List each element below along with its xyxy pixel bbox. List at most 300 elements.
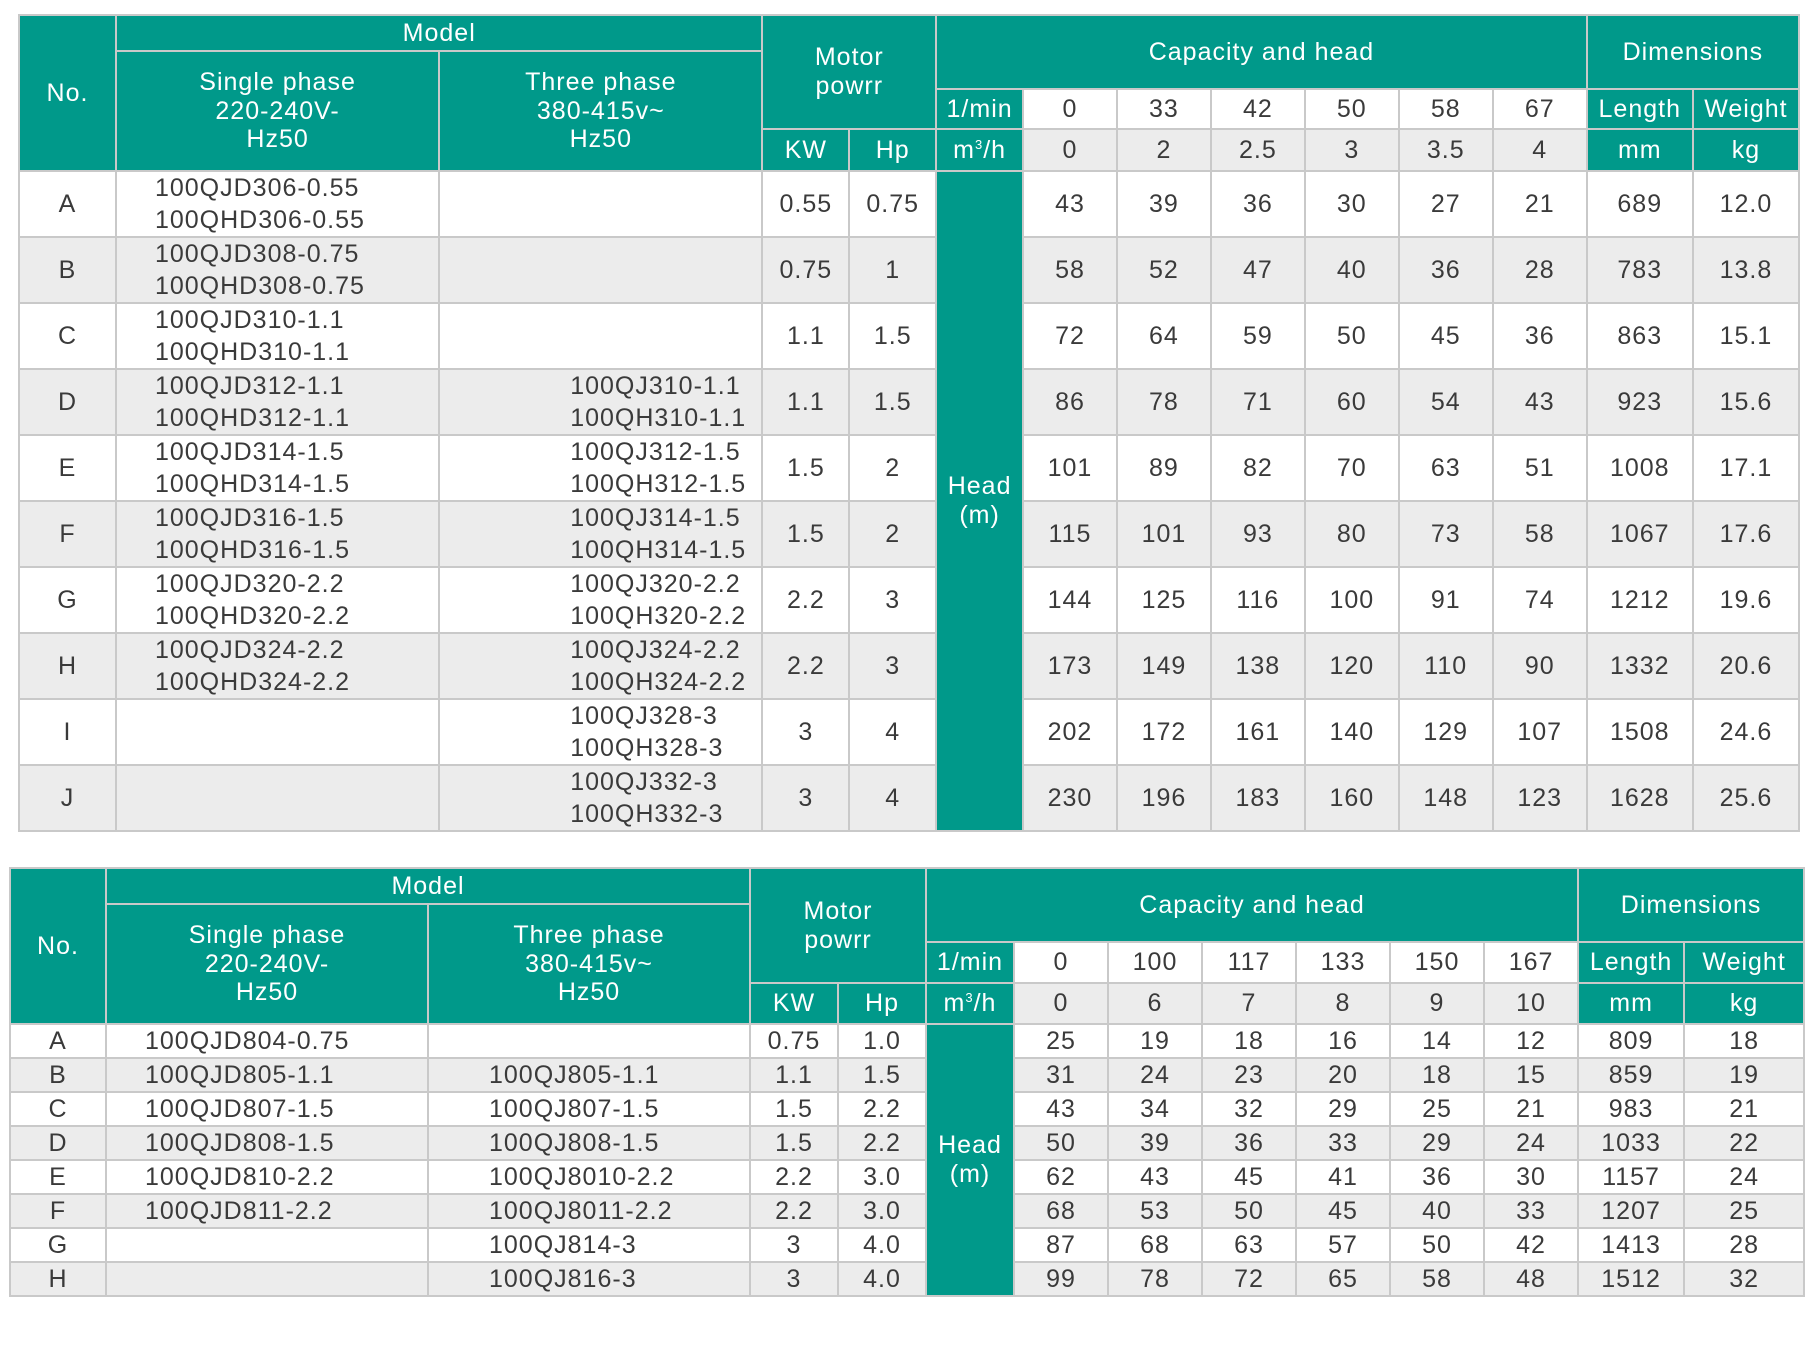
head-value: 16 <box>1296 1024 1390 1058</box>
weight-kg: 32 <box>1684 1262 1804 1296</box>
head-value: 12 <box>1484 1024 1578 1058</box>
three-phase-model <box>439 171 762 237</box>
table-row <box>19 567 1799 633</box>
head-unit-label: Head (m) <box>936 171 1023 831</box>
head-value: 33 <box>1484 1194 1578 1228</box>
flow-m3h-2: 2.5 <box>1211 129 1305 171</box>
row-no: E <box>10 1160 106 1194</box>
motor-hp: 4.0 <box>838 1262 926 1296</box>
motor-hp: 1.5 <box>849 369 936 435</box>
model-code: 100QJ328-3 <box>570 702 718 730</box>
flow-lmin-2: 117 <box>1202 942 1296 983</box>
head-value: 160 <box>1305 765 1399 831</box>
length-mm: 689 <box>1587 171 1693 237</box>
row-no: I <box>19 699 116 765</box>
single-phase-model <box>116 303 439 369</box>
weight-kg: 12.0 <box>1693 171 1799 237</box>
flow-m3h-5: 4 <box>1493 129 1587 171</box>
three-phase-model: 100QJ805-1.1 <box>428 1058 750 1092</box>
head-value: 14 <box>1390 1024 1484 1058</box>
motor-hp: 4 <box>849 699 936 765</box>
motor-kw: 1.5 <box>750 1126 838 1160</box>
head-value: 36 <box>1493 303 1587 369</box>
row-no: H <box>10 1262 106 1296</box>
weight-kg: 24 <box>1684 1160 1804 1194</box>
head-value: 50 <box>1014 1126 1108 1160</box>
single-phase-model: 100QJD811-2.2 <box>106 1194 428 1228</box>
model-code: 100QHD316-1.5 <box>154 536 351 564</box>
weight-kg: 15.1 <box>1693 303 1799 369</box>
length-mm: 783 <box>1587 237 1693 303</box>
row-no: B <box>10 1058 106 1092</box>
flow-lmin-5: 67 <box>1493 89 1587 129</box>
header-no: No. <box>19 15 116 171</box>
motor-hp: 0.75 <box>849 171 936 237</box>
head-value: 32 <box>1202 1092 1296 1126</box>
header-single-phase: Single phase 220-240V- Hz50 <box>116 51 439 171</box>
flow-m3h-3: 3 <box>1305 129 1399 171</box>
head-value: 74 <box>1493 567 1587 633</box>
header-mm: mm <box>1587 129 1693 171</box>
row-no: F <box>19 501 116 567</box>
header-length: Length <box>1587 89 1693 129</box>
weight-kg: 18 <box>1684 1024 1804 1058</box>
weight-kg: 22 <box>1684 1126 1804 1160</box>
header-kw: KW <box>750 983 838 1024</box>
weight-kg: 19 <box>1684 1058 1804 1092</box>
model-code: 100QHD308-0.75 <box>154 272 365 300</box>
motor-hp: 4 <box>849 765 936 831</box>
flow-m3h-2: 7 <box>1202 983 1296 1024</box>
head-value: 45 <box>1202 1160 1296 1194</box>
head-value: 36 <box>1211 171 1305 237</box>
table-row <box>10 1058 1804 1092</box>
row-no: D <box>10 1126 106 1160</box>
motor-hp: 3 <box>849 567 936 633</box>
header-three-phase: Three phase 380-415v~ Hz50 <box>428 904 750 1024</box>
header-weight: Weight <box>1693 89 1799 129</box>
header-kw: KW <box>762 129 849 171</box>
head-value: 48 <box>1484 1262 1578 1296</box>
table-row <box>10 1160 1804 1194</box>
single-phase-model: 100QJD808-1.5 <box>106 1126 428 1160</box>
flow-lmin-5: 167 <box>1484 942 1578 983</box>
head-value: 80 <box>1305 501 1399 567</box>
header-capacity-head: Capacity and head <box>926 868 1578 942</box>
three-phase-model <box>439 303 762 369</box>
length-mm: 1413 <box>1578 1228 1684 1262</box>
head-value: 89 <box>1117 435 1211 501</box>
motor-kw: 0.75 <box>750 1024 838 1058</box>
head-value: 29 <box>1296 1092 1390 1126</box>
head-value: 90 <box>1493 633 1587 699</box>
header-motor-power: Motor powrr <box>750 868 926 983</box>
head-value: 43 <box>1023 171 1117 237</box>
row-no: E <box>19 435 116 501</box>
motor-hp: 1.0 <box>838 1024 926 1058</box>
head-value: 196 <box>1117 765 1211 831</box>
single-phase-model: 100QJD805-1.1 <box>106 1058 428 1092</box>
three-phase-model <box>439 237 762 303</box>
head-value: 30 <box>1305 171 1399 237</box>
motor-kw: 1.1 <box>750 1058 838 1092</box>
motor-hp: 3 <box>849 633 936 699</box>
head-value: 54 <box>1399 369 1493 435</box>
head-unit-label: Head (m) <box>926 1024 1014 1296</box>
head-value: 21 <box>1484 1092 1578 1126</box>
head-value: 27 <box>1399 171 1493 237</box>
motor-hp: 1 <box>849 237 936 303</box>
model-code: 100QH310-1.1 <box>570 404 747 432</box>
head-value: 30 <box>1484 1160 1578 1194</box>
header-hp: Hp <box>838 983 926 1024</box>
head-value: 78 <box>1117 369 1211 435</box>
head-value: 50 <box>1202 1194 1296 1228</box>
head-value: 125 <box>1117 567 1211 633</box>
three-phase-model: 100QJ816-3 <box>428 1262 750 1296</box>
head-value: 86 <box>1023 369 1117 435</box>
motor-kw: 2.2 <box>762 633 849 699</box>
model-code: 100QJ332-3 <box>570 768 718 796</box>
length-mm: 1332 <box>1587 633 1693 699</box>
length-mm: 1628 <box>1587 765 1693 831</box>
length-mm: 863 <box>1587 303 1693 369</box>
three-phase-model <box>439 699 762 765</box>
head-value: 58 <box>1493 501 1587 567</box>
weight-kg: 15.6 <box>1693 369 1799 435</box>
motor-kw: 1.1 <box>762 303 849 369</box>
row-no: D <box>19 369 116 435</box>
single-phase-model <box>106 1228 428 1262</box>
head-value: 149 <box>1117 633 1211 699</box>
head-value: 161 <box>1211 699 1305 765</box>
head-value: 63 <box>1399 435 1493 501</box>
motor-kw: 1.5 <box>762 435 849 501</box>
head-value: 40 <box>1390 1194 1484 1228</box>
head-value: 78 <box>1108 1262 1202 1296</box>
weight-kg: 21 <box>1684 1092 1804 1126</box>
head-value: 33 <box>1296 1126 1390 1160</box>
table-row <box>19 633 1799 699</box>
header-lmin: 1/min <box>926 942 1014 983</box>
header-dimensions: Dimensions <box>1578 868 1804 942</box>
head-value: 31 <box>1014 1058 1108 1092</box>
weight-kg: 13.8 <box>1693 237 1799 303</box>
header-dimensions: Dimensions <box>1587 15 1799 89</box>
single-phase-model <box>116 171 439 237</box>
model-code: 100QJD308-0.75 <box>154 240 360 268</box>
head-value: 42 <box>1484 1228 1578 1262</box>
flow-lmin-1: 100 <box>1108 942 1202 983</box>
header-weight: Weight <box>1684 942 1804 983</box>
three-phase-model <box>439 633 762 699</box>
head-value: 82 <box>1211 435 1305 501</box>
model-code: 100QJD306-0.55 <box>154 174 360 202</box>
model-code: 100QJ312-1.5 <box>570 438 741 466</box>
flow-lmin-4: 150 <box>1390 942 1484 983</box>
flow-m3h-0: 0 <box>1014 983 1108 1024</box>
head-value: 68 <box>1108 1228 1202 1262</box>
single-phase-model: 100QJD804-0.75 <box>106 1024 428 1058</box>
head-value: 23 <box>1202 1058 1296 1092</box>
weight-kg: 17.1 <box>1693 435 1799 501</box>
motor-hp: 2 <box>849 501 936 567</box>
head-value: 36 <box>1399 237 1493 303</box>
table-row <box>19 765 1799 831</box>
three-phase-model <box>439 765 762 831</box>
single-phase-model <box>116 699 439 765</box>
three-phase-model: 100QJ8011-2.2 <box>428 1194 750 1228</box>
head-value: 50 <box>1390 1228 1484 1262</box>
single-phase-model <box>116 369 439 435</box>
weight-kg: 25 <box>1684 1194 1804 1228</box>
head-value: 71 <box>1211 369 1305 435</box>
header-m3h: $m^3/h$ <box>936 129 1023 171</box>
flow-lmin-0: 0 <box>1023 89 1117 129</box>
flow-lmin-4: 58 <box>1399 89 1493 129</box>
head-value: 18 <box>1202 1024 1296 1058</box>
single-phase-model <box>116 633 439 699</box>
model-code: 100QHD320-2.2 <box>154 602 351 630</box>
table-row <box>10 1092 1804 1126</box>
motor-kw: 0.55 <box>762 171 849 237</box>
weight-kg: 19.6 <box>1693 567 1799 633</box>
header-model: Model <box>116 15 762 51</box>
head-value: 59 <box>1211 303 1305 369</box>
motor-kw: 3 <box>762 765 849 831</box>
head-value: 34 <box>1108 1092 1202 1126</box>
table-row <box>19 435 1799 501</box>
head-value: 140 <box>1305 699 1399 765</box>
model-code: 100QJD320-2.2 <box>154 570 345 598</box>
flow-m3h-1: 6 <box>1108 983 1202 1024</box>
flow-m3h-0: 0 <box>1023 129 1117 171</box>
single-phase-model <box>116 237 439 303</box>
head-value: 70 <box>1305 435 1399 501</box>
motor-kw: 0.75 <box>762 237 849 303</box>
head-value: 129 <box>1399 699 1493 765</box>
head-value: 58 <box>1023 237 1117 303</box>
table-row <box>10 1262 1804 1296</box>
head-value: 144 <box>1023 567 1117 633</box>
head-value: 72 <box>1023 303 1117 369</box>
three-phase-model: 100QJ814-3 <box>428 1228 750 1262</box>
three-phase-model <box>439 501 762 567</box>
head-value: 51 <box>1493 435 1587 501</box>
header-length: Length <box>1578 942 1684 983</box>
weight-kg: 25.6 <box>1693 765 1799 831</box>
head-value: 18 <box>1390 1058 1484 1092</box>
model-code: 100QJD314-1.5 <box>154 438 345 466</box>
model-code: 100QH314-1.5 <box>570 536 747 564</box>
model-code: 100QJD310-1.1 <box>154 306 345 334</box>
table-row <box>19 699 1799 765</box>
three-phase-model <box>428 1024 750 1058</box>
row-no: C <box>19 303 116 369</box>
head-value: 47 <box>1211 237 1305 303</box>
header-three-phase: Three phase 380-415v~ Hz50 <box>439 51 762 171</box>
single-phase-model <box>106 1262 428 1296</box>
head-value: 58 <box>1390 1262 1484 1296</box>
head-value: 39 <box>1117 171 1211 237</box>
motor-kw: 2.2 <box>750 1160 838 1194</box>
head-value: 21 <box>1493 171 1587 237</box>
table-row <box>19 501 1799 567</box>
three-phase-model <box>439 369 762 435</box>
single-phase-model <box>116 567 439 633</box>
single-phase-model: 100QJD810-2.2 <box>106 1160 428 1194</box>
model-code: 100QJD324-2.2 <box>154 636 345 664</box>
head-value: 87 <box>1014 1228 1108 1262</box>
head-value: 19 <box>1108 1024 1202 1058</box>
row-no: B <box>19 237 116 303</box>
motor-hp: 3.0 <box>838 1160 926 1194</box>
head-value: 63 <box>1202 1228 1296 1262</box>
head-value: 100 <box>1305 567 1399 633</box>
row-no: G <box>19 567 116 633</box>
three-phase-model: 100QJ8010-2.2 <box>428 1160 750 1194</box>
head-value: 65 <box>1296 1262 1390 1296</box>
head-value: 24 <box>1484 1126 1578 1160</box>
row-no: G <box>10 1228 106 1262</box>
row-no: F <box>10 1194 106 1228</box>
head-value: 39 <box>1108 1126 1202 1160</box>
head-value: 138 <box>1211 633 1305 699</box>
length-mm: 983 <box>1578 1092 1684 1126</box>
model-code: 100QH312-1.5 <box>570 470 747 498</box>
row-no: C <box>10 1092 106 1126</box>
model-code: 100QHD312-1.1 <box>154 404 351 432</box>
weight-kg: 20.6 <box>1693 633 1799 699</box>
head-value: 57 <box>1296 1228 1390 1262</box>
table-row <box>19 369 1799 435</box>
header-kg: kg <box>1693 129 1799 171</box>
weight-kg: 28 <box>1684 1228 1804 1262</box>
length-mm: 1008 <box>1587 435 1693 501</box>
model-code: 100QJ324-2.2 <box>570 636 741 664</box>
model-code: 100QJ314-1.5 <box>570 504 741 532</box>
head-value: 25 <box>1390 1092 1484 1126</box>
table-row <box>19 171 1799 237</box>
head-value: 172 <box>1117 699 1211 765</box>
motor-kw: 3 <box>762 699 849 765</box>
motor-kw: 1.1 <box>762 369 849 435</box>
single-phase-model: 100QJD807-1.5 <box>106 1092 428 1126</box>
head-value: 183 <box>1211 765 1305 831</box>
head-value: 40 <box>1305 237 1399 303</box>
table-row <box>10 1194 1804 1228</box>
model-code: 100QJD312-1.1 <box>154 372 345 400</box>
header-motor-power: Motor powrr <box>762 15 936 129</box>
flow-m3h-3: 8 <box>1296 983 1390 1024</box>
header-kg: kg <box>1684 983 1804 1024</box>
motor-hp: 3.0 <box>838 1194 926 1228</box>
motor-kw: 1.5 <box>750 1092 838 1126</box>
head-value: 62 <box>1014 1160 1108 1194</box>
head-value: 123 <box>1493 765 1587 831</box>
motor-hp: 2.2 <box>838 1126 926 1160</box>
motor-hp: 1.5 <box>849 303 936 369</box>
model-code: 100QHD306-0.55 <box>154 206 365 234</box>
length-mm: 923 <box>1587 369 1693 435</box>
length-mm: 1033 <box>1578 1126 1684 1160</box>
length-mm: 1067 <box>1587 501 1693 567</box>
head-value: 72 <box>1202 1262 1296 1296</box>
motor-kw: 2.2 <box>762 567 849 633</box>
head-value: 41 <box>1296 1160 1390 1194</box>
head-value: 64 <box>1117 303 1211 369</box>
head-value: 60 <box>1305 369 1399 435</box>
length-mm: 1207 <box>1578 1194 1684 1228</box>
head-value: 115 <box>1023 501 1117 567</box>
model-code: 100QH332-3 <box>570 800 724 828</box>
table-row <box>19 303 1799 369</box>
header-lmin: 1/min <box>936 89 1023 129</box>
head-value: 36 <box>1202 1126 1296 1160</box>
head-value: 68 <box>1014 1194 1108 1228</box>
header-single-phase: Single phase 220-240V- Hz50 <box>106 904 428 1024</box>
head-value: 29 <box>1390 1126 1484 1160</box>
pump-spec-table-1 <box>18 14 1800 832</box>
flow-m3h-1: 2 <box>1117 129 1211 171</box>
flow-lmin-0: 0 <box>1014 942 1108 983</box>
model-code: 100QH324-2.2 <box>570 668 747 696</box>
length-mm: 1157 <box>1578 1160 1684 1194</box>
head-value: 25 <box>1014 1024 1108 1058</box>
model-code: 100QHD324-2.2 <box>154 668 351 696</box>
head-value: 52 <box>1117 237 1211 303</box>
head-value: 20 <box>1296 1058 1390 1092</box>
head-value: 173 <box>1023 633 1117 699</box>
motor-kw: 2.2 <box>750 1194 838 1228</box>
head-value: 73 <box>1399 501 1493 567</box>
head-value: 230 <box>1023 765 1117 831</box>
head-value: 202 <box>1023 699 1117 765</box>
head-value: 93 <box>1211 501 1305 567</box>
flow-m3h-4: 3.5 <box>1399 129 1493 171</box>
motor-kw: 3 <box>750 1228 838 1262</box>
row-no: A <box>19 171 116 237</box>
header-model: Model <box>106 868 750 904</box>
head-value: 15 <box>1484 1058 1578 1092</box>
row-no: H <box>19 633 116 699</box>
length-mm: 1512 <box>1578 1262 1684 1296</box>
length-mm: 1508 <box>1587 699 1693 765</box>
head-value: 45 <box>1296 1194 1390 1228</box>
three-phase-model: 100QJ808-1.5 <box>428 1126 750 1160</box>
head-value: 91 <box>1399 567 1493 633</box>
pump-spec-table-2 <box>9 867 1805 1297</box>
table-row <box>10 1228 1804 1262</box>
motor-kw: 1.5 <box>762 501 849 567</box>
flow-lmin-1: 33 <box>1117 89 1211 129</box>
head-value: 43 <box>1108 1160 1202 1194</box>
single-phase-model <box>116 765 439 831</box>
flow-lmin-3: 50 <box>1305 89 1399 129</box>
head-value: 101 <box>1023 435 1117 501</box>
weight-kg: 17.6 <box>1693 501 1799 567</box>
header-no: No. <box>10 868 106 1024</box>
model-code: 100QHD314-1.5 <box>154 470 351 498</box>
head-value: 28 <box>1493 237 1587 303</box>
single-phase-model <box>116 435 439 501</box>
head-value: 99 <box>1014 1262 1108 1296</box>
head-value: 24 <box>1108 1058 1202 1092</box>
three-phase-model: 100QJ807-1.5 <box>428 1092 750 1126</box>
three-phase-model <box>439 435 762 501</box>
model-code: 100QJ320-2.2 <box>570 570 741 598</box>
flow-m3h-4: 9 <box>1390 983 1484 1024</box>
